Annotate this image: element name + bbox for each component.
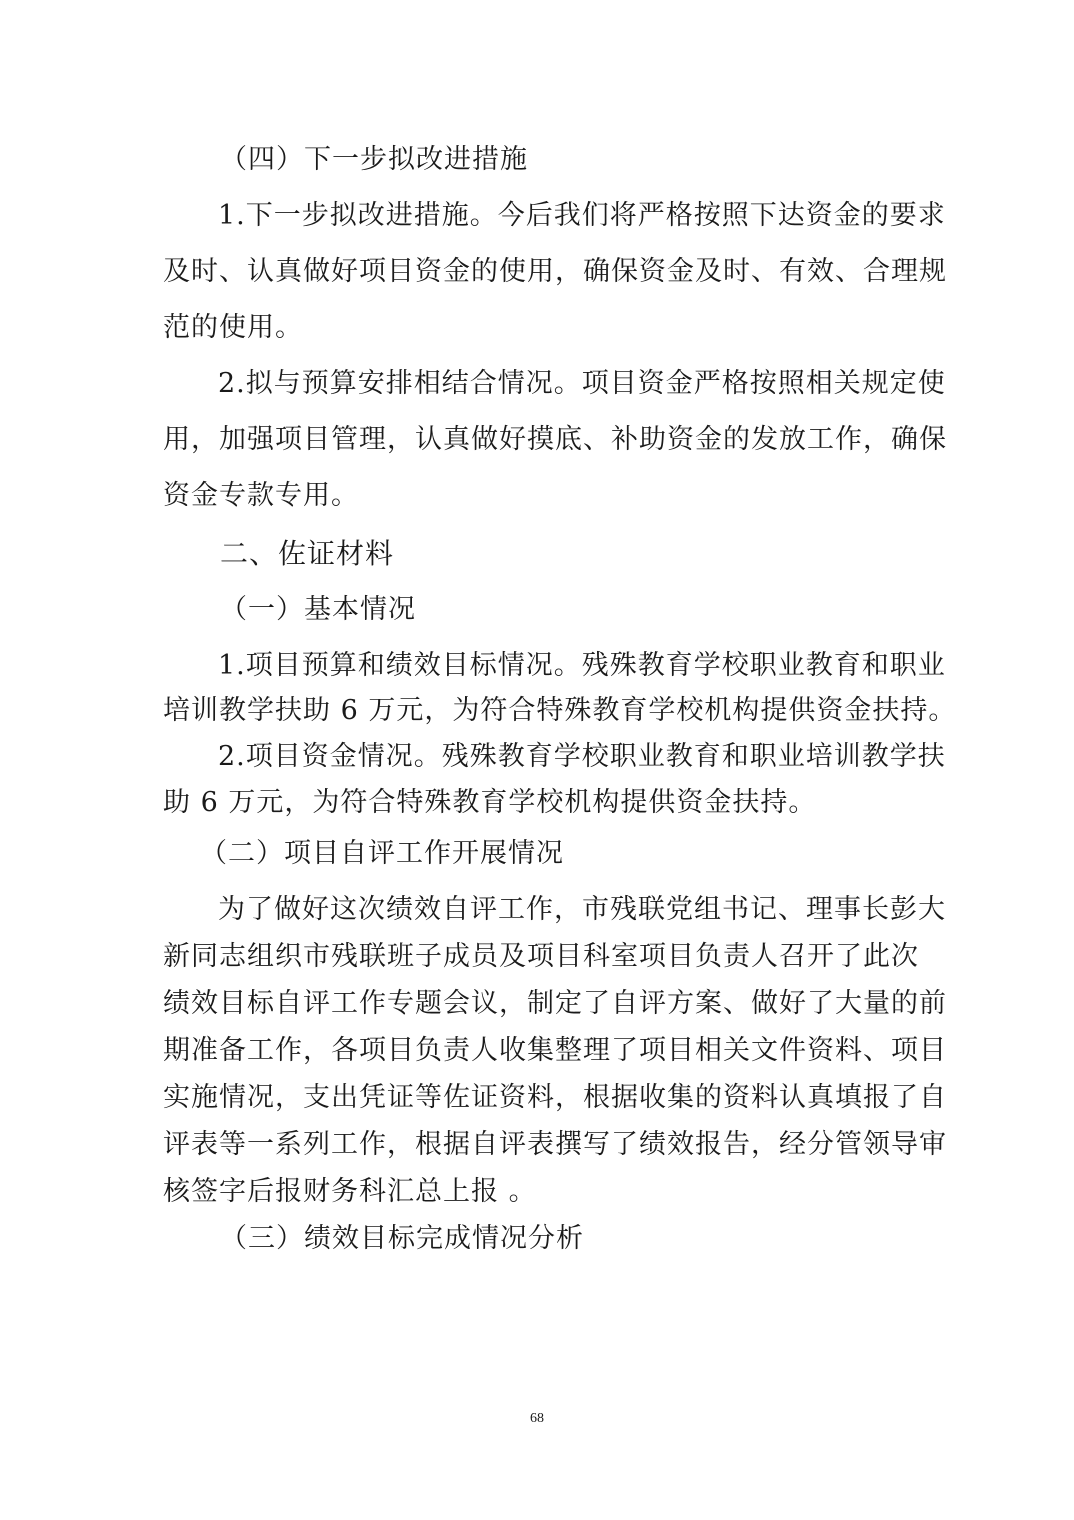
subsection-heading-3: （三）绩效目标完成情况分析 [220, 1223, 584, 1254]
paragraph-line: 1.项目预算和绩效目标情况。残殊教育学校职业教育和职业 [218, 650, 946, 681]
subsection-heading-2: （二）项目自评工作开展情况 [200, 838, 564, 869]
paragraph-line: 1.下一步拟改进措施。今后我们将严格按照下达资金的要求 [218, 200, 946, 231]
page-number: 68 [530, 1411, 544, 1426]
paragraph-line: 为了做好这次绩效自评工作，市残联党组书记、理事长彭大 [218, 894, 946, 925]
paragraph-line: 2.项目资金情况。残殊教育学校职业教育和职业培训教学扶 [218, 741, 946, 772]
paragraph-line: 及时、认真做好项目资金的使用，确保资金及时、有效、合理规 [163, 256, 947, 287]
paragraph-line: 2.拟与预算安排相结合情况。项目资金严格按照相关规定使 [218, 368, 946, 399]
subsection-heading-1: （一）基本情况 [220, 594, 416, 625]
paragraph-line: 培训教学扶助 6 万元，为符合特殊教育学校机构提供资金扶持。 [163, 695, 957, 726]
paragraph-line: 范的使用。 [163, 312, 303, 343]
section-heading-4: （四）下一步拟改进措施 [220, 144, 528, 175]
section-heading-2: 二、佐证材料 [220, 537, 395, 570]
paragraph-line: 实施情况，支出凭证等佐证资料，根据收集的资料认真填报了自 [163, 1082, 947, 1113]
paragraph-line: 资金专款专用。 [163, 480, 359, 511]
paragraph-line: 核签字后报财务科汇总上报 。 [163, 1176, 537, 1207]
paragraph-line: 期准备工作，各项目负责人收集整理了项目相关文件资料、项目 [163, 1035, 947, 1066]
paragraph-line: 用，加强项目管理，认真做好摸底、补助资金的发放工作，确保 [163, 424, 947, 455]
paragraph-line: 绩效目标自评工作专题会议，制定了自评方案、做好了大量的前 [163, 988, 947, 1019]
paragraph-line: 新同志组织市残联班子成员及项目科室项目负责人召开了此次 [163, 941, 919, 972]
paragraph-line: 评表等一系列工作，根据自评表撰写了绩效报告，经分管领导审 [163, 1129, 947, 1160]
paragraph-line: 助 6 万元，为符合特殊教育学校机构提供资金扶持。 [163, 787, 817, 818]
